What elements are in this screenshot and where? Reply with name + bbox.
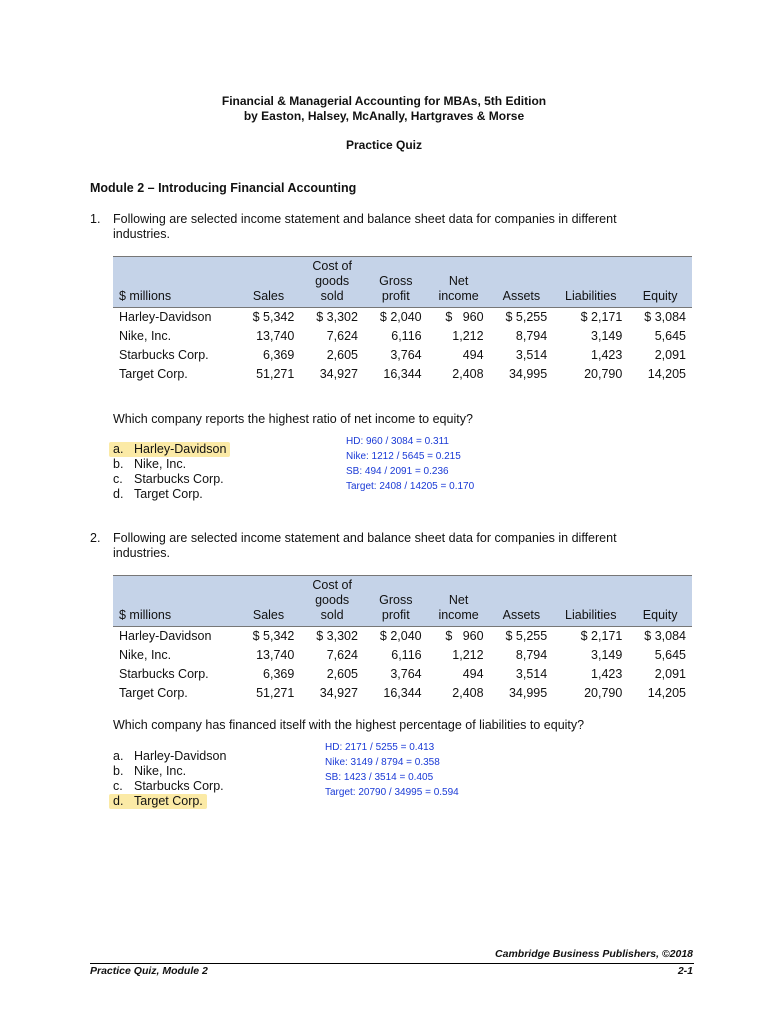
col-header-equity: Equity	[628, 257, 692, 308]
authors-line: by Easton, Halsey, McAnally, Hartgraves & Morse	[243, 109, 525, 123]
question-1-number: 1.	[90, 212, 101, 226]
col-header-liabilities: Liabilities	[553, 257, 628, 308]
table-row: Harley-Davidson $ 5,342 $ 3,302 $ 2,040 $ 960 $ 5,255 $ 2,171 $ 3,084	[119, 629, 686, 643]
question-1-calculations: HD: 960 / 3084 = 0.311 Nike: 1212 / 5645 = 0.215 SB: 494 / 2091 = 0.236 Target: 2408 / 14205 = 0.170	[346, 436, 475, 492]
page-number: 2-1	[677, 965, 693, 977]
col-header-equity: Equity	[628, 576, 692, 627]
document-title: Financial & Managerial Accounting for MBAs, 5th Edition	[221, 94, 547, 108]
publisher-credit: Cambridge Business Publishers, ©2018	[495, 948, 693, 960]
option-a-selected[interactable]: a. Harley-Davidson	[113, 442, 230, 457]
table-row: Nike, Inc. 13,740 7,624 6,116 1,212 8,794 3,149 5,645	[119, 648, 686, 662]
question-2-calculations: HD: 2171 / 5255 = 0.413 Nike: 3149 / 8794 = 0.358 SB: 1423 / 3514 = 0.405 Target: 20790 / 34995 = 0.594	[325, 742, 459, 798]
option-b[interactable]: b. Nike, Inc.	[113, 457, 187, 471]
col-header-sales: Sales	[237, 576, 301, 627]
col-header-cogs: Cost of goods sold	[300, 257, 364, 308]
col-header-net-income: Net income	[428, 576, 490, 627]
col-header-millions: $ millions	[113, 257, 237, 308]
question-2-intro: Following are selected income statement and balance sheet data for companies in different industries.	[113, 531, 617, 560]
col-header-millions: $ millions	[113, 576, 237, 627]
question-1-options	[113, 442, 230, 502]
option-d[interactable]: d. Target Corp.	[113, 487, 203, 501]
question-2-number: 2.	[90, 531, 101, 545]
table-row: Target Corp. 51,271 34,927 16,344 2,408 34,995 20,790 14,205	[119, 367, 686, 381]
question-2-prompt: Which company has financed itself with the highest percentage of liabilities to equity?	[113, 718, 585, 732]
table-row: Starbucks Corp. 6,369 2,605 3,764 494 3,514 1,423 2,091	[119, 667, 686, 681]
question-1-intro: Following are selected income statement and balance sheet data for companies in different industries.	[113, 212, 617, 241]
col-header-gross-profit: Gross profit	[364, 257, 428, 308]
col-header-sales: Sales	[237, 257, 301, 308]
financial-data-table-2	[113, 575, 692, 703]
question-2-options	[113, 749, 226, 809]
col-header-net-income: Net income	[428, 257, 490, 308]
quiz-subtitle: Practice Quiz	[345, 138, 423, 152]
module-title: Module 2 – Introducing Financial Accounting	[90, 181, 357, 195]
option-c[interactable]: c. Starbucks Corp.	[113, 779, 224, 793]
footer-divider	[90, 963, 694, 964]
col-header-liabilities: Liabilities	[553, 576, 628, 627]
footer-module-label: Practice Quiz, Module 2	[90, 965, 208, 977]
col-header-gross-profit: Gross profit	[364, 576, 428, 627]
table-row: Starbucks Corp. 6,369 2,605 3,764 494 3,514 1,423 2,091	[119, 348, 686, 362]
col-header-assets: Assets	[490, 257, 554, 308]
option-d-selected[interactable]: d. Target Corp.	[113, 794, 226, 809]
table-header-row	[113, 257, 692, 308]
financial-data-table-1	[113, 256, 692, 384]
col-header-assets: Assets	[490, 576, 554, 627]
col-header-cogs: Cost of goods sold	[300, 576, 364, 627]
table-row: Harley-Davidson $ 5,342 $ 3,302 $ 2,040 $ 960 $ 5,255 $ 2,171 $ 3,084	[119, 310, 686, 324]
option-a[interactable]: a. Harley-Davidson	[113, 749, 227, 763]
option-b[interactable]: b. Nike, Inc.	[113, 764, 187, 778]
table-row: Target Corp. 51,271 34,927 16,344 2,408 34,995 20,790 14,205	[119, 686, 686, 700]
table-row: Nike, Inc. 13,740 7,624 6,116 1,212 8,794 3,149 5,645	[119, 329, 686, 343]
option-c[interactable]: c. Starbucks Corp.	[113, 472, 224, 486]
question-1-prompt: Which company reports the highest ratio of net income to equity?	[113, 412, 473, 426]
table-header-row	[113, 576, 692, 627]
